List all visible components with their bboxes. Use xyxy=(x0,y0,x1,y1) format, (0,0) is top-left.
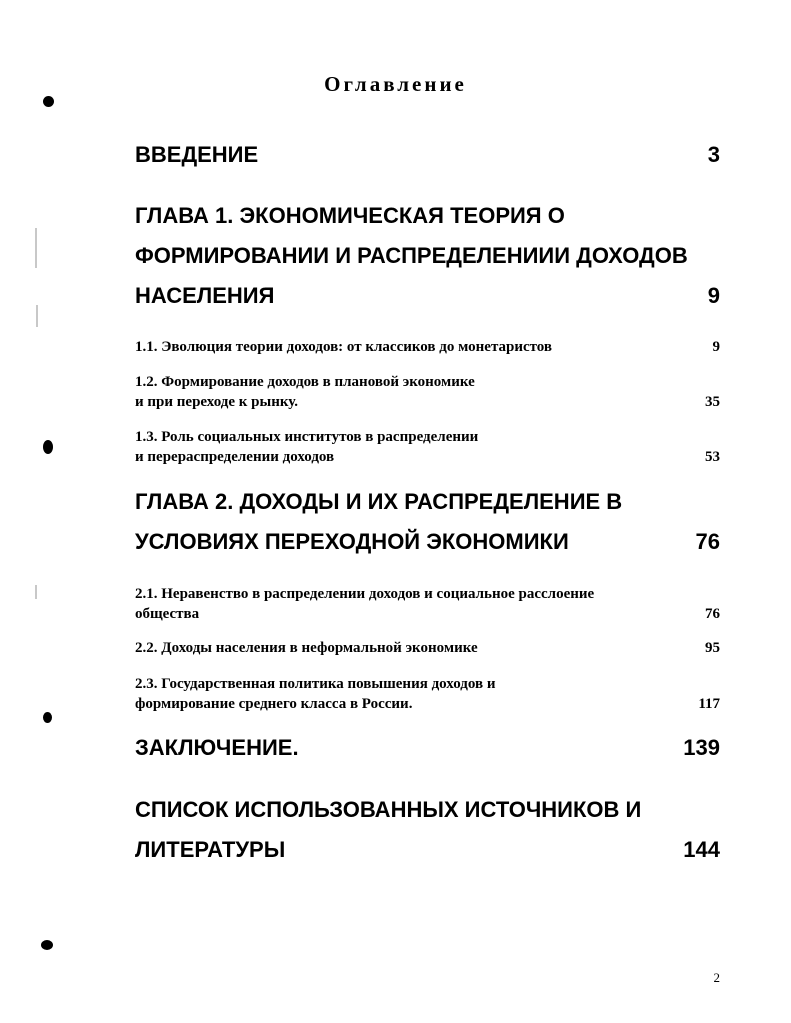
toc-entry-introduction[interactable] xyxy=(135,141,720,169)
section-page: 53 xyxy=(705,449,720,465)
toc-entry-page: 76 xyxy=(695,529,720,554)
references-title-line: ЛИТЕРАТУРЫ xyxy=(135,837,286,862)
toc-entry-label: ЗАКЛЮЧЕНИЕ. xyxy=(135,735,299,760)
toc-entry-label: ВВЕДЕНИЕ xyxy=(135,142,259,167)
scan-speck xyxy=(41,940,53,950)
section-title-line: 1.3. Роль социальных институтов в распределении xyxy=(135,429,479,445)
section-page: 76 xyxy=(705,606,720,622)
toc-entry-page: 3 xyxy=(707,142,720,167)
chapter-title-line: ФОРМИРОВАНИИ И РАСПРЕДЕЛЕНИИИ ДОХОДОВ xyxy=(135,243,688,268)
toc-section-1-2[interactable] xyxy=(135,372,720,412)
toc-entry-page: 9 xyxy=(707,283,720,308)
chapter-title-line: УСЛОВИЯХ ПЕРЕХОДНОЙ ЭКОНОМИКИ xyxy=(135,529,569,554)
toc-section-2-3[interactable] xyxy=(135,674,720,714)
toc-entry-conclusion[interactable] xyxy=(135,734,720,762)
section-title-line: 1.2. Формирование доходов в плановой экономике xyxy=(135,374,475,390)
section-title-line: 1.1. Эволюция теории доходов: от классиков до монетаристов xyxy=(135,339,553,355)
scan-speck xyxy=(43,712,52,723)
section-title-line: 2.3. Государственная политика повышения доходов и xyxy=(135,676,496,692)
toc-entry-page: 139 xyxy=(683,735,720,760)
section-page: 117 xyxy=(698,696,720,712)
toc-section-1-3[interactable] xyxy=(135,427,720,467)
section-page: 95 xyxy=(705,640,720,656)
section-title-line: 2.1. Неравенство в распределении доходов и социальное расслоение xyxy=(135,586,595,602)
toc-entry-page: 144 xyxy=(683,837,720,862)
scan-mark xyxy=(35,585,37,599)
chapter-title-line: ГЛАВА 1. ЭКОНОМИЧЕСКАЯ ТЕОРИЯ О xyxy=(135,203,565,228)
section-title-line: и при переходе к рынку. xyxy=(135,394,299,410)
scan-speck xyxy=(43,440,53,454)
toc-section-2-1[interactable] xyxy=(135,584,720,624)
section-title-line: и перераспределении доходов xyxy=(135,449,335,465)
section-title-line: формирование среднего класса в России. xyxy=(135,696,413,712)
section-page: 9 xyxy=(712,339,720,355)
chapter-title-line: НАСЕЛЕНИЯ xyxy=(135,283,275,308)
page-number: 2 xyxy=(713,970,720,985)
scan-mark xyxy=(35,228,37,268)
scan-mark xyxy=(36,305,38,327)
toc-title: Оглавление xyxy=(324,72,467,96)
toc-section-2-2[interactable] xyxy=(135,638,720,658)
section-page: 35 xyxy=(705,394,720,410)
scan-speck xyxy=(43,96,54,107)
section-title-line: общества xyxy=(135,606,200,622)
chapter-title-line: ГЛАВА 2. ДОХОДЫ И ИХ РАСПРЕДЕЛЕНИЕ В xyxy=(135,489,623,514)
section-title-line: 2.2. Доходы населения в неформальной экономике xyxy=(135,640,478,656)
toc-section-1-1[interactable] xyxy=(135,337,720,357)
references-title-line: СПИСОК ИСПОЛЬЗОВАННЫХ ИСТОЧНИКОВ И xyxy=(135,797,642,822)
